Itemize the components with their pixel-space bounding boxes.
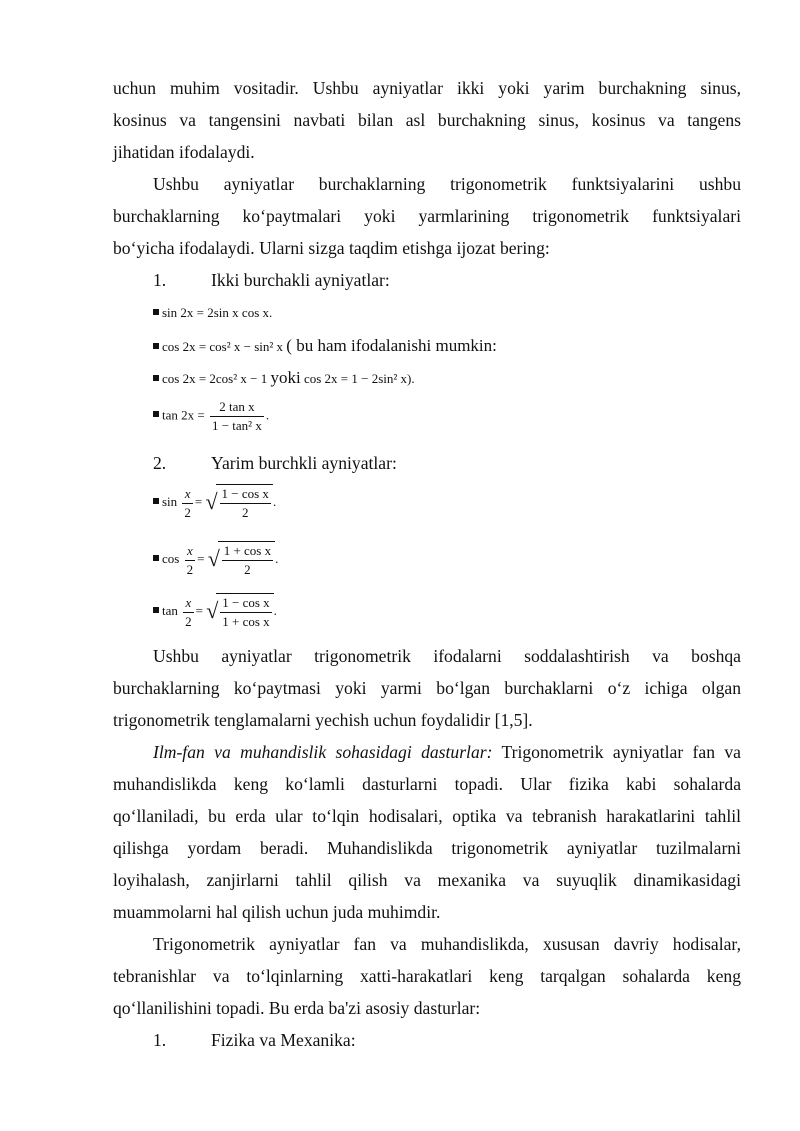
list-number: 1.: [153, 270, 167, 290]
paragraph-line: jihatidan ifodalaydi.: [113, 142, 255, 162]
paragraph-line: Trigonometrik ayniyatlar fan va muhandislikda, xususan davriy hodisalar,: [153, 934, 741, 954]
formula-text: cos 2x = 2cos² x − 1: [162, 371, 268, 386]
equals: =: [195, 602, 203, 618]
bullet-icon: [153, 343, 159, 349]
paragraph-line: muhandislikda keng ko‘lamli dasturlarni topadi. Ular fizika kabi sohalarda: [113, 774, 741, 794]
paragraph-line: muammolarni hal qilish uchun juda muhimdir.: [113, 902, 441, 922]
fraction: [183, 594, 194, 631]
denominator: 2: [184, 504, 191, 520]
fraction: [185, 542, 196, 579]
paragraph-line: [153, 740, 741, 764]
formula-lhs: tan 2x =: [162, 407, 205, 423]
numerator: 1 − cos x: [221, 486, 269, 501]
formula-text: cos 2x = cos² x − sin² x: [162, 339, 284, 354]
paragraph-line: loyihalash, zanjirlarni tahlil qilish va mexanika va suyuqlik dinamikasidagi: [113, 870, 741, 890]
formula-note: ( bu ham ifodalanishi mumkin:: [286, 336, 497, 355]
paragraph-line: burchaklarning ko‘paytmalari yoki yarmlarining trigonometrik funktsiyalari: [113, 206, 741, 226]
fraction: [182, 485, 193, 522]
paragraph-line: trigonometrik tenglamalarni yechish uchun foydalidir [1,5].: [113, 710, 533, 730]
section-heading: Ilm-fan va muhandislik sohasidagi dasturlar:: [153, 742, 493, 762]
radical-icon: √: [206, 598, 219, 623]
formula-tan2x: [153, 398, 269, 435]
formula-lhs: cos: [162, 550, 180, 566]
formula-end: .: [275, 550, 279, 566]
bullet-icon: [153, 555, 159, 561]
bullet-icon: [153, 498, 159, 504]
section-title: Fizika va Mexanika:: [211, 1030, 356, 1050]
paragraph-line: qo‘llanilishini topadi. Bu erda ba'zi asosiy dasturlar:: [113, 998, 481, 1018]
denominator: 2: [222, 560, 273, 579]
list-number: 2.: [153, 453, 167, 473]
paragraph-line: Ushbu ayniyatlar burchaklarning trigonometrik funktsiyalarini ushbu: [153, 174, 741, 194]
formula-text: sin 2x = 2sin x cos x.: [162, 305, 273, 320]
paragraph-line: burchaklarning ko‘paytmasi yoki yarmi bo‘lgan burchaklarni o‘z ichiga olgan: [113, 678, 741, 698]
section-title: Ikki burchakli ayniyatlar:: [211, 270, 390, 290]
bullet-icon: [153, 411, 159, 417]
paragraph-line: qo‘llaniladi, bu erda ular to‘lqin hodisalari, optika va tebranish harakatlarini tahlil: [113, 806, 741, 826]
formula-end: .: [272, 493, 277, 509]
formula-end: .: [265, 407, 270, 423]
formula-cos2x: [153, 337, 497, 356]
numerator: 2 tan x: [219, 399, 255, 414]
numerator: 1 − cos x: [222, 595, 270, 610]
paragraph-line: Ushbu ayniyatlar trigonometrik ifodalarni soddalashtirish va boshqa: [153, 646, 741, 666]
paragraph-line: uchun muhim vositadir. Ushbu ayniyatlar ikki yoki yarim burchakning sinus,: [113, 78, 741, 98]
numerator: x: [186, 542, 193, 558]
formula-tan-half: [153, 593, 277, 631]
fraction: [220, 594, 271, 631]
denominator: 2: [220, 503, 271, 522]
formula-lhs: tan: [162, 602, 178, 618]
denominator: 1 + cos x: [222, 614, 270, 629]
square-root: [206, 593, 273, 631]
equals: =: [194, 493, 203, 509]
formula-sin2x: [153, 304, 272, 322]
denominator: 2: [186, 561, 194, 577]
denominator: 2: [185, 613, 192, 629]
paragraph-line: tebranishlar va to‘lqinlarning xatti-harakatlari keng tarqalgan sohalarda keng: [113, 966, 741, 986]
fraction: [210, 398, 264, 435]
paragraph-text: Trigonometrik ayniyatlar fan va: [501, 742, 741, 762]
denominator: 1 − tan² x: [211, 418, 262, 433]
bullet-icon: [153, 607, 159, 613]
formula-sin-half: [153, 484, 276, 522]
formula-cos2x-alt: [153, 369, 415, 388]
equals: =: [197, 550, 205, 566]
bullet-icon: [153, 309, 159, 315]
formula-cos-half: [153, 541, 278, 579]
numerator: x: [185, 594, 192, 610]
fraction: [220, 485, 271, 522]
fraction: [222, 542, 273, 579]
square-root: [208, 541, 275, 579]
numerator: 1 + cos x: [223, 543, 272, 558]
bullet-icon: [153, 375, 159, 381]
formula-note: yoki: [270, 368, 301, 387]
square-root: [206, 484, 273, 522]
formula-lhs: sin: [162, 493, 178, 509]
radical-icon: √: [207, 546, 220, 571]
formula-end: .: [273, 602, 277, 618]
numerator: x: [184, 485, 191, 501]
paragraph-line: qilishga yordam beradi. Muhandislikda trigonometrik ayniyatlar tuzilmalarni: [113, 838, 741, 858]
formula-text: cos 2x = 1 − 2sin² x).: [303, 371, 415, 386]
paragraph-line: kosinus va tangensini navbati bilan asl burchakning sinus, kosinus va tangens: [113, 110, 741, 130]
radical-icon: √: [205, 489, 218, 514]
section-title: Yarim burchkli ayniyatlar:: [211, 453, 397, 473]
paragraph-line: bo‘yicha ifodalaydi. Ularni sizga taqdim etishga ijozat bering:: [113, 238, 550, 258]
list-number: 1.: [153, 1030, 167, 1050]
